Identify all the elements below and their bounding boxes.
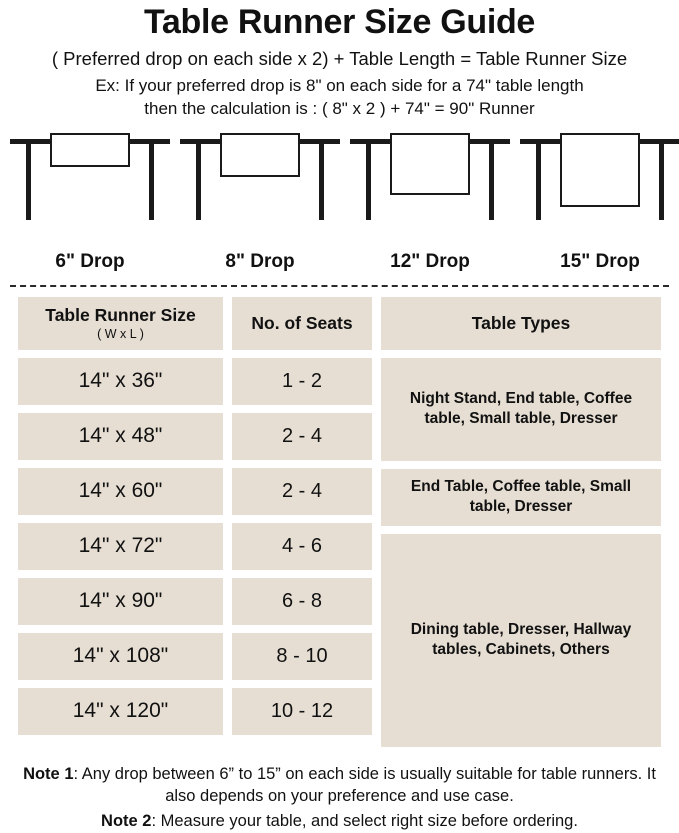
table-row: 14" x 120" <box>18 688 223 735</box>
example-line-2: then the calculation is : ( 8" x 2 ) + 74" = 90" Runner <box>144 98 535 118</box>
note-1-label: Note 1 <box>23 764 74 783</box>
runner-shape <box>220 133 300 177</box>
table-row: 14" x 48" <box>18 413 223 460</box>
table-row: Dining table, Dresser, Hallway tables, Cabinets, Others <box>381 534 661 747</box>
note-1-text: : Any drop between 6” to 15” on each side is usually suitable for table runners. It also depends on your preference and use case. <box>73 764 656 806</box>
drop-illustration-6 <box>10 131 170 231</box>
table-row: 14" x 36" <box>18 358 223 405</box>
table-leg-right <box>149 144 154 220</box>
size-guide-page <box>0 4 679 830</box>
table-leg-right <box>489 144 494 220</box>
runner-shape <box>560 133 640 207</box>
drop-label-12: 12" Drop <box>390 250 470 272</box>
page-title: Table Runner Size Guide <box>143 3 536 41</box>
header-seats: No. of Seats <box>232 297 372 350</box>
table-row: 14" x 60" <box>18 468 223 515</box>
table-row: 2 - 4 <box>232 468 372 515</box>
table-leg-left <box>536 144 541 220</box>
runner-shape <box>50 133 130 167</box>
table-row: 1 - 2 <box>232 358 372 405</box>
table-row: 10 - 12 <box>232 688 372 735</box>
column-table-types <box>381 297 661 755</box>
header-table-types: Table Types <box>381 297 661 350</box>
drop-illustration-8 <box>180 131 340 231</box>
table-leg-right <box>319 144 324 220</box>
drop-diagram <box>8 131 671 249</box>
table-row: 6 - 8 <box>232 578 372 625</box>
table-row: 14" x 72" <box>18 523 223 570</box>
table-row: 4 - 6 <box>232 523 372 570</box>
header-runner-size <box>18 297 223 350</box>
notes-section <box>8 755 671 833</box>
drop-label-15: 15" Drop <box>560 250 640 272</box>
table-row: 14" x 90" <box>18 578 223 625</box>
drop-illustration-15 <box>520 131 679 231</box>
table-row: 8 - 10 <box>232 633 372 680</box>
formula-line: ( Preferred drop on each side x 2) + Table Length = Table Runner Size <box>51 48 628 70</box>
table-row: Night Stand, End table, Coffee table, Small table, Dresser <box>381 358 661 461</box>
drop-label-6: 6" Drop <box>55 250 125 272</box>
table-row: 2 - 4 <box>232 413 372 460</box>
table-row: End Table, Coffee table, Small table, Dresser <box>381 469 661 526</box>
note-2 <box>18 810 661 833</box>
table-row: 14" x 108" <box>18 633 223 680</box>
drop-label-8: 8" Drop <box>225 250 295 272</box>
note-1 <box>18 763 661 809</box>
size-table <box>8 297 671 755</box>
note-2-label: Note 2 <box>101 812 152 831</box>
note-2-text: : Measure your table, and select right size before ordering. <box>151 812 578 831</box>
example-block <box>8 75 671 121</box>
runner-shape <box>390 133 470 195</box>
column-seats <box>232 297 372 755</box>
example-line-1: Ex: If your preferred drop is 8" on each side for a 74" table length <box>95 75 584 95</box>
section-divider <box>10 285 669 287</box>
header-runner-size-sublabel: ( W x L ) <box>97 327 144 342</box>
drop-label-row <box>8 251 671 281</box>
table-leg-left <box>366 144 371 220</box>
table-leg-right <box>659 144 664 220</box>
table-leg-left <box>26 144 31 220</box>
header-runner-size-label: Table Runner Size <box>45 304 196 325</box>
column-runner-size <box>18 297 223 755</box>
drop-illustration-12 <box>350 131 510 231</box>
table-leg-left <box>196 144 201 220</box>
